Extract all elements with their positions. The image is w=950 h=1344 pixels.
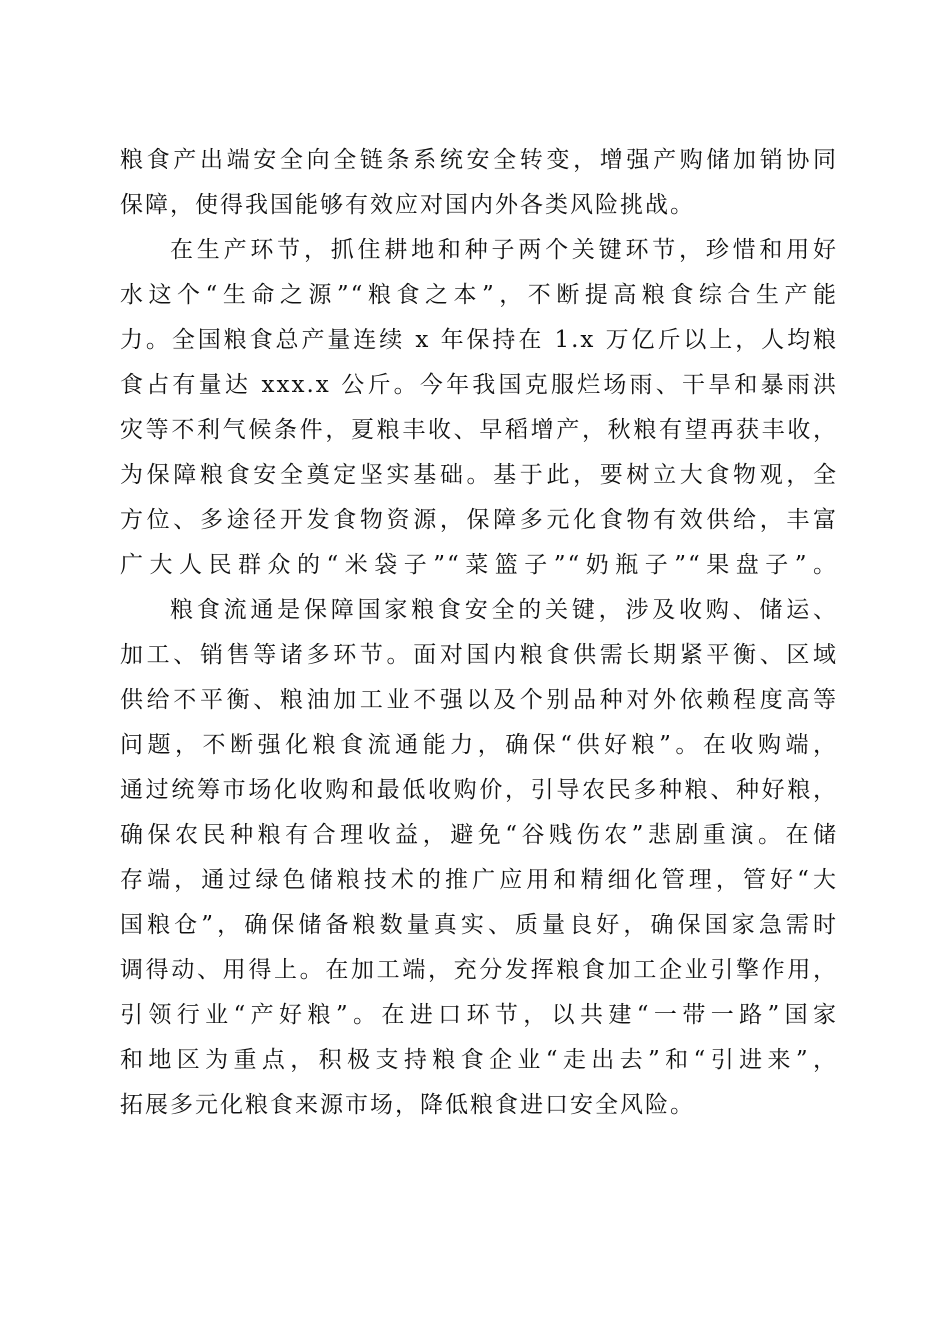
text-line: 广大人民群众的“米袋子”“菜篮子”“奶瓶子”“果盘子”。 (120, 552, 838, 578)
text-line: 加工、销售等诸多环节。面对国内粮食供需长期紧平衡、区域 (120, 642, 838, 668)
text-line: 存端，通过绿色储粮技术的推广应用和精细化管理，管好“大 (120, 867, 838, 893)
text-line: 粮食流通是保障国家粮食安全的关键，涉及收购、储运、 (170, 597, 838, 623)
text-line: 方位、多途径开发食物资源，保障多元化食物有效供给，丰富 (120, 507, 838, 533)
text-line: 引领行业“产好粮”。在进口环节，以共建“一带一路”国家 (120, 1002, 838, 1028)
text-line: 在生产环节，抓住耕地和种子两个关键环节，珍惜和用好 (170, 237, 838, 263)
text-line: 水这个“生命之源”“粮食之本”，不断提高粮食综合生产能 (120, 282, 838, 308)
text-line: 和地区为重点，积极支持粮食企业“走出去”和“引进来”， (120, 1047, 838, 1073)
text-line: 力。全国粮食总产量连续 x 年保持在 1.x 万亿斤以上，人均粮 (120, 327, 838, 353)
text-line: 灾等不利气候条件，夏粮丰收、早稻增产，秋粮有望再获丰收， (120, 417, 838, 443)
text-line: 调得动、用得上。在加工端，充分发挥粮食加工企业引擎作用， (120, 957, 838, 983)
text-line: 拓展多元化粮食来源市场，降低粮食进口安全风险。 (120, 1092, 695, 1118)
text-line: 为保障粮食安全奠定坚实基础。基于此，要树立大食物观，全 (120, 462, 838, 488)
text-line: 保障，使得我国能够有效应对国内外各类风险挑战。 (120, 192, 695, 218)
text-line: 国粮仓”，确保储备粮数量真实、质量良好，确保国家急需时 (120, 912, 838, 938)
text-line: 确保农民种粮有合理收益，避免“谷贱伤农”悲剧重演。在储 (120, 822, 838, 848)
paragraph-3 (120, 588, 838, 1128)
text-line: 食占有量达 xxx.x 公斤。今年我国克服烂场雨、干旱和暴雨洪 (120, 372, 838, 398)
text-line: 通过统筹市场化收购和最低收购价，引导农民多种粮、种好粮， (120, 777, 838, 803)
document-body (120, 138, 838, 1128)
text-line: 供给不平衡、粮油加工业不强以及个别品种对外依赖程度高等 (120, 687, 838, 713)
text-line: 问题，不断强化粮食流通能力，确保“供好粮”。在收购端， (120, 732, 838, 758)
paragraph-2 (120, 228, 838, 588)
text-line: 粮食产出端安全向全链条系统安全转变，增强产购储加销协同 (120, 147, 838, 173)
paragraph-1 (120, 138, 838, 228)
